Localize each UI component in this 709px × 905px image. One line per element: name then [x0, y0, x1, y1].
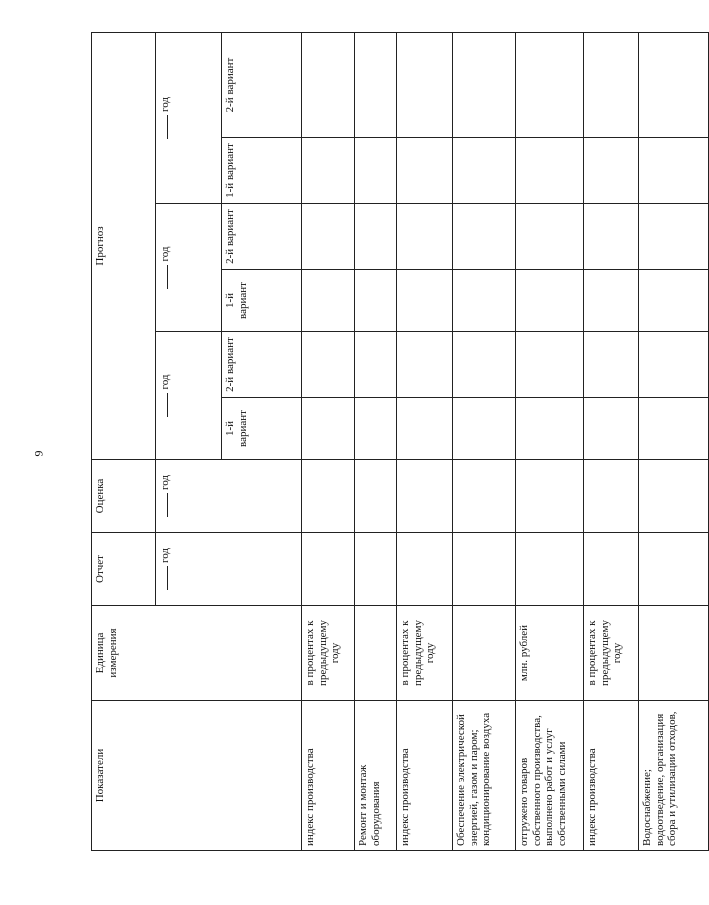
year-label: год: [159, 547, 171, 564]
header-estimate: Оценка: [92, 460, 156, 533]
indicator-cell: индекс производства: [584, 701, 639, 851]
unit-cell: млн. рублей: [516, 606, 584, 701]
value-cell: [639, 332, 709, 398]
value-cell: [302, 138, 355, 204]
indicator-cell: отгружено товаров собственного производства, выполнено работ и услуг собственными силами: [516, 701, 584, 851]
variant-1: 1-й вариант: [222, 270, 302, 332]
forecast-year-1: [156, 332, 222, 460]
year-blank: [158, 265, 168, 289]
table-row: [516, 33, 584, 851]
variant-2: 2-й вариант: [222, 33, 302, 138]
value-cell: [453, 460, 516, 533]
value-cell: [516, 33, 584, 138]
value-cell: [302, 460, 355, 533]
value-cell: [355, 270, 397, 332]
value-cell: [397, 398, 453, 460]
table-row: [302, 33, 355, 851]
value-cell: [302, 33, 355, 138]
value-cell: [639, 204, 709, 270]
variant-1: 1-й вариант: [222, 398, 302, 460]
year-blank: [158, 393, 168, 417]
unit-cell: в процентах к предыдущему году: [584, 606, 639, 701]
unit-cell: [453, 606, 516, 701]
report-year: [156, 533, 302, 606]
value-cell: [397, 332, 453, 398]
variant-2: 2-й вариант: [222, 204, 302, 270]
value-cell: [302, 332, 355, 398]
year-label: год: [159, 474, 171, 491]
value-cell: [453, 533, 516, 606]
value-cell: [639, 533, 709, 606]
value-cell: [453, 204, 516, 270]
year-blank: [158, 566, 168, 590]
year-blank: [158, 493, 168, 517]
value-cell: [516, 204, 584, 270]
value-cell: [639, 398, 709, 460]
indicator-cell: индекс производства: [397, 701, 453, 851]
value-cell: [355, 332, 397, 398]
value-cell: [516, 398, 584, 460]
forecast-year-2: [156, 204, 222, 332]
table-row: [397, 33, 453, 851]
value-cell: [397, 460, 453, 533]
value-cell: [584, 533, 639, 606]
value-cell: [397, 270, 453, 332]
value-cell: [516, 460, 584, 533]
header-indicators: Показатели: [92, 701, 302, 851]
year-label: год: [159, 246, 171, 262]
forecast-table: [91, 32, 709, 851]
value-cell: [584, 332, 639, 398]
rotated-table-wrapper: [91, 33, 679, 851]
value-cell: [355, 533, 397, 606]
variant-2: 2-й вариант: [222, 332, 302, 398]
year-blank: [158, 115, 168, 139]
value-cell: [355, 33, 397, 138]
indicator-cell: Обеспечение электрической энергией, газом и паром; кондиционирование воздуха: [453, 701, 516, 851]
value-cell: [397, 33, 453, 138]
value-cell: [584, 33, 639, 138]
header-report: Отчет: [92, 533, 156, 606]
value-cell: [584, 460, 639, 533]
value-cell: [397, 204, 453, 270]
value-cell: [302, 204, 355, 270]
value-cell: [453, 332, 516, 398]
indicator-cell: Водоснабжение; водоотведение, организация сбора и утилизации отходов,: [639, 701, 709, 851]
unit-cell: в процентах к предыдущему году: [302, 606, 355, 701]
value-cell: [584, 138, 639, 204]
value-cell: [516, 270, 584, 332]
value-cell: [355, 460, 397, 533]
indicator-cell: индекс производства: [302, 701, 355, 851]
table-row: [355, 33, 397, 851]
value-cell: [355, 138, 397, 204]
table-row: [453, 33, 516, 851]
year-label: год: [159, 96, 171, 113]
year-label: год: [159, 374, 171, 390]
indicator-cell: Ремонт и монтаж оборудования: [355, 701, 397, 851]
page-number: 9: [31, 450, 46, 457]
unit-cell: [639, 606, 709, 701]
header-forecast: Прогноз: [92, 33, 156, 460]
value-cell: [516, 138, 584, 204]
header-unit: Единица измерения: [92, 606, 302, 701]
table-row: [639, 33, 709, 851]
value-cell: [584, 270, 639, 332]
value-cell: [302, 398, 355, 460]
table-row: [584, 33, 639, 851]
value-cell: [397, 138, 453, 204]
value-cell: [639, 460, 709, 533]
forecast-year-3: [156, 33, 222, 204]
value-cell: [302, 270, 355, 332]
value-cell: [516, 332, 584, 398]
value-cell: [453, 270, 516, 332]
value-cell: [302, 533, 355, 606]
value-cell: [453, 138, 516, 204]
value-cell: [639, 270, 709, 332]
variant-1: 1-й вариант: [222, 138, 302, 204]
value-cell: [639, 33, 709, 138]
value-cell: [516, 533, 584, 606]
estimate-year: [156, 460, 302, 533]
value-cell: [639, 138, 709, 204]
value-cell: [355, 398, 397, 460]
unit-cell: [355, 606, 397, 701]
value-cell: [397, 533, 453, 606]
value-cell: [453, 398, 516, 460]
value-cell: [355, 204, 397, 270]
unit-cell: в процентах к предыдущему году: [397, 606, 453, 701]
value-cell: [584, 204, 639, 270]
value-cell: [584, 398, 639, 460]
value-cell: [453, 33, 516, 138]
